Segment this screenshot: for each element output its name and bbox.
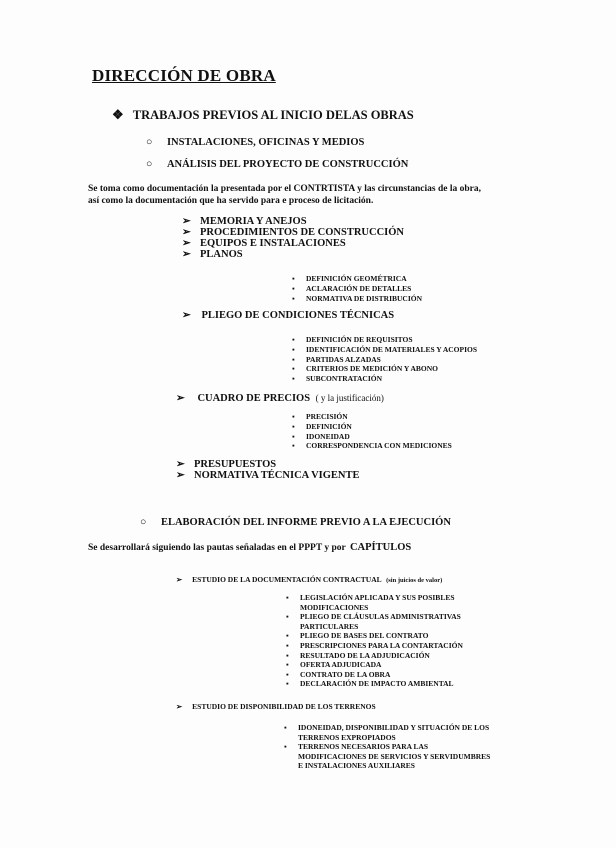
pliego-sublist	[292, 335, 477, 384]
list-item: ▪ CORRESPONDENCIA CON MEDICIONES	[292, 441, 452, 451]
list-item: ▪ CRITERIOS DE MEDICIÓN Y ABONO	[292, 364, 438, 374]
list-item: ▪ DEFINICIÓN DE REQUISITOS	[292, 335, 413, 344]
square-bullet-icon: ▪	[292, 335, 295, 344]
estudio2-sublist	[284, 723, 491, 771]
estudio2-row	[176, 702, 376, 711]
list-item: ▪ PLIEGO DE CLÁUSULAS ADMINISTRATIVAS PARTICULARES	[286, 612, 461, 631]
pliego-label: PLIEGO DE CONDICIONES TÉCNICAS	[201, 310, 395, 321]
arrow-bullet-icon: ➢	[182, 227, 191, 238]
analysis-paragraph	[88, 183, 481, 207]
section2-heading: ELABORACIÓN DEL INFORME PREVIO A LA EJECUCIÓN	[160, 517, 451, 528]
square-bullet-icon: ▪	[286, 679, 289, 689]
sub2-label: ANÁLISIS DEL PROYECTO DE CONSTRUCCIÓN	[166, 159, 409, 170]
list-item: ▪ OFERTA ADJUDICADA	[286, 660, 382, 670]
list-item: ▪ IDONEIDAD	[292, 431, 350, 441]
arrow-bullet-icon: ➢	[176, 393, 185, 404]
cuadro-row	[176, 392, 384, 404]
sub1-label: INSTALACIONES, OFICINAS Y MEDIOS	[166, 137, 365, 148]
paragraph-line: así como la documentación que ha servido para e proceso de licitación.	[88, 196, 374, 206]
cuadro-sublist	[292, 412, 452, 451]
list-item: ➢ MEMORIA Y ANEJOS	[182, 216, 307, 227]
circle-bullet-icon: ○	[146, 159, 153, 170]
list-item: ▪ NORMATIVA DE DISTRIBUCIÓN	[292, 293, 422, 303]
square-bullet-icon: ▪	[292, 374, 295, 384]
square-bullet-icon: ▪	[292, 283, 295, 293]
list-item: ➢ NORMATIVA TÉCNICA VIGENTE	[176, 470, 360, 481]
list-item: ▪ SUBCONTRATACIÓN	[292, 374, 382, 384]
square-bullet-icon: ▪	[286, 631, 289, 641]
square-bullet-icon: ▪	[286, 660, 289, 670]
square-bullet-icon: ▪	[286, 669, 289, 679]
list-item: ➢ EQUIPOS E INSTALACIONES	[182, 238, 346, 249]
list-item: ➢ PRESUPUESTOS	[176, 459, 277, 470]
section1-heading: TRABAJOS PREVIOS AL INICIO DELAS OBRAS	[132, 108, 414, 122]
intro-text: Se desarrollará siguiendo las pautas señaladas en el PPPT y por	[88, 543, 346, 553]
documents-list	[182, 216, 405, 260]
list-item: ▪ PRECISIÓN	[292, 412, 348, 421]
square-bullet-icon: ▪	[286, 612, 289, 622]
arrow-bullet-icon: ➢	[182, 216, 191, 227]
estudio1-sublist	[286, 593, 463, 689]
square-bullet-icon: ▪	[292, 274, 295, 283]
circle-bullet-icon: ○	[140, 517, 147, 528]
list-item: ▪ DEFINICIÓN	[292, 421, 352, 431]
square-bullet-icon: ▪	[292, 412, 295, 421]
diamond-bullet-icon: ❖	[112, 107, 124, 122]
list-item: ▪ TERRENOS NECESARIOS PARA LAS MODIFICACIONES DE SERVICIOS Y SERVIDUMBRES E INSTALACIONES AUXILIARES	[284, 742, 491, 771]
tail-list	[176, 459, 360, 481]
square-bullet-icon: ▪	[286, 593, 289, 602]
arrow-bullet-icon: ➢	[182, 249, 191, 260]
list-item: ▪ PARTIDAS ALZADAS	[292, 354, 381, 364]
estudio1-note: (sin juicios de valor)	[386, 577, 443, 584]
arrow-bullet-icon: ➢	[182, 238, 191, 249]
square-bullet-icon: ▪	[292, 441, 295, 451]
list-item: ▪ RESULTADO DE LA ADJUDICACIÓN	[286, 650, 430, 660]
sub2-row	[146, 159, 408, 170]
square-bullet-icon: ▪	[292, 354, 295, 364]
cuadro-label: CUADRO DE PRECIOS	[197, 393, 311, 404]
square-bullet-icon: ▪	[286, 650, 289, 660]
list-item: ▪ IDENTIFICACIÓN DE MATERIALES Y ACOPIOS	[292, 344, 477, 354]
arrow-bullet-icon: ➢	[176, 470, 185, 481]
section2-heading-row	[140, 517, 451, 528]
cuadro-note: ( y la justificación)	[315, 393, 384, 403]
estudio2-label: ESTUDIO DE DISPONIBILIDAD DE LOS TERRENOS	[192, 702, 376, 711]
planos-sublist	[292, 274, 422, 303]
section2-intro	[88, 542, 411, 554]
list-item: ▪ DEFINICIÓN GEOMÉTRICA	[292, 274, 407, 283]
arrow-bullet-icon: ➢	[176, 575, 183, 584]
square-bullet-icon: ▪	[292, 431, 295, 441]
circle-bullet-icon: ○	[146, 137, 153, 148]
square-bullet-icon: ▪	[284, 742, 287, 752]
square-bullet-icon: ▪	[286, 640, 289, 650]
list-item: ▪ PLIEGO DE BASES DEL CONTRATO	[286, 631, 429, 641]
estudio1-row	[176, 575, 442, 584]
square-bullet-icon: ▪	[292, 421, 295, 431]
arrow-bullet-icon: ➢	[182, 310, 191, 321]
paragraph-line: Se toma como documentación la presentada por el CONTRTISTA y las circunstancias de la obra,	[88, 184, 481, 194]
intro-caps: CAPÍTULOS	[349, 542, 412, 553]
arrow-bullet-icon: ➢	[176, 459, 185, 470]
estudio1-label: ESTUDIO DE LA DOCUMENTACIÓN CONTRACTUAL	[192, 575, 382, 584]
list-item: ▪ CONTRATO DE LA OBRA	[286, 669, 391, 679]
square-bullet-icon: ▪	[292, 364, 295, 374]
page-title: DIRECCIÓN DE OBRA	[92, 66, 276, 85]
list-item: ▪ PRESCRIPCIONES PARA LA CONTARTACIÓN	[286, 640, 463, 650]
pliego-row	[182, 309, 394, 321]
list-item: ➢ PROCEDIMIENTOS DE CONSTRUCCIÓN	[182, 227, 405, 238]
list-item: ▪ DECLARACIÓN DE IMPACTO AMBIENTAL	[286, 679, 454, 689]
list-item: ▪ LEGISLACIÓN APLICADA Y SUS POSIBLES MODIFICACIONES	[286, 593, 455, 612]
list-item: ▪ IDONEIDAD, DISPONIBILIDAD Y SITUACIÓN DE LOS TERRENOS EXPROPIADOS	[284, 723, 490, 742]
arrow-bullet-icon: ➢	[176, 702, 183, 711]
square-bullet-icon: ▪	[284, 723, 287, 732]
square-bullet-icon: ▪	[292, 293, 295, 303]
list-item: ➢ PLANOS	[182, 249, 243, 260]
section1-heading-row	[112, 107, 414, 123]
list-item: ▪ ACLARACIÓN DE DETALLES	[292, 283, 412, 293]
sub1-row	[146, 137, 364, 148]
square-bullet-icon: ▪	[292, 344, 295, 354]
